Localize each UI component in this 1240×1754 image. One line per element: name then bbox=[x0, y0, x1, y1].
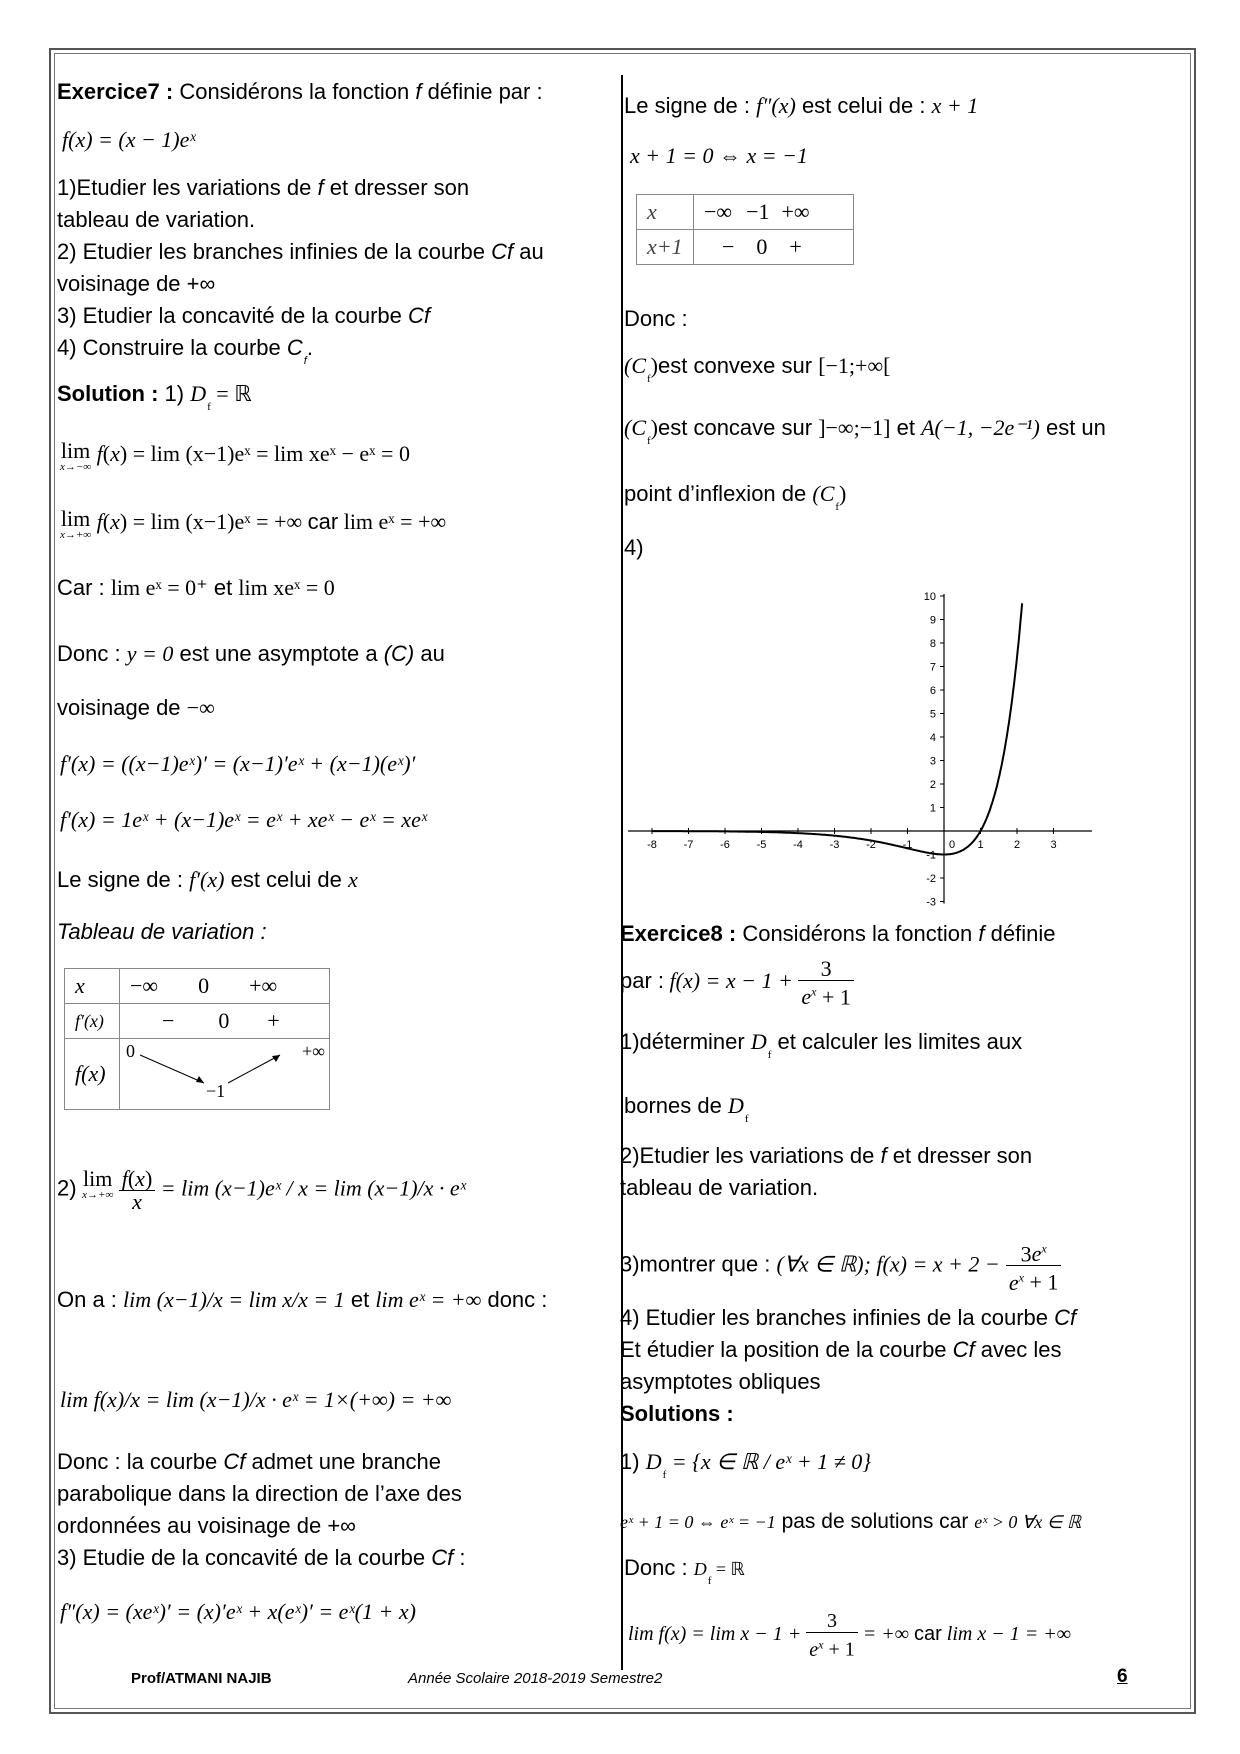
x-tick-label: -4 bbox=[793, 839, 803, 851]
derivative-sign: Le signe de : f′(x) est celui de x bbox=[57, 867, 358, 892]
branch-ratio-result: lim f(x)/x = lim (x−1)/x · eˣ = 1×(+∞) = +∞ bbox=[60, 1387, 452, 1412]
ex8-question-2-line1: 2)Etudier les variations de f et dresser son bbox=[620, 1143, 1033, 1168]
variation-table-row-x: x −∞ 0 +∞ bbox=[65, 969, 330, 1004]
ex8-question-4-line2: Et étudier la position de la courbe Cf avec les bbox=[620, 1337, 1062, 1362]
question-2-line2: voisinage de +∞ bbox=[57, 271, 216, 296]
curve-f bbox=[652, 603, 1022, 854]
y-tick-label: -1 bbox=[926, 849, 936, 862]
decreasing-arrow bbox=[140, 1055, 204, 1083]
sign-table bbox=[636, 194, 854, 265]
second-derivative: f″(x) = (xeˣ)′ = (x)′eˣ + x(eˣ)′ = eˣ(1 + x) bbox=[60, 1599, 416, 1624]
x-tick-label: 0 bbox=[948, 839, 956, 851]
question-4-label: 4) bbox=[624, 535, 644, 560]
question-3: 3) Etudier la concavité de la courbe Cf bbox=[57, 303, 430, 328]
question-1-line2: tableau de variation. bbox=[57, 207, 256, 232]
sign-table-row-x: x −∞ −1 +∞ bbox=[637, 195, 854, 230]
limit-plus-infinity: lim x→+∞ f(x) = lim (x−1)eˣ = +∞ car lim eˣ = +∞ bbox=[60, 506, 447, 541]
inflection-statement: point d’inflexion de (Cf) bbox=[624, 481, 847, 513]
concavity-study-heading: 3) Etudie de la concavité de la courbe Cf : bbox=[57, 1545, 466, 1570]
concavity-statement: (Cf)est concave sur ]−∞;−1] et A(−1, −2e⁻¹) est un bbox=[624, 415, 1106, 447]
x-tick-label: -6 bbox=[720, 839, 730, 851]
limit-minus-infinity: lim x→−∞ f(x) = lim (x−1)eˣ = lim xeˣ − eˣ = 0 bbox=[60, 438, 410, 473]
x-tick-label: -5 bbox=[756, 839, 767, 851]
x-tick-label: -2 bbox=[866, 839, 876, 851]
domain-definition: 1) Df = {x ∈ ℝ / eˣ + 1 ≠ 0} bbox=[620, 1449, 872, 1481]
variation-table-title: Tableau de variation : bbox=[57, 919, 267, 944]
asymptote-line2: voisinage de −∞ bbox=[57, 695, 215, 720]
ex8-question-1-line1: 1)déterminer Df et calculer les limites aux bbox=[620, 1029, 1023, 1061]
y-tick-label: 7 bbox=[929, 661, 936, 674]
second-derivative-sign: Le signe de : f″(x) est celui de : x + 1 bbox=[624, 93, 979, 118]
sign-table-row-expr: x+1 − 0 + bbox=[637, 230, 854, 265]
x-tick-label: -8 bbox=[647, 839, 657, 851]
exercise7-heading: Exercice7 : Considérons la fonction f définie par : bbox=[57, 79, 543, 104]
ex8-question-1-line2: bornes de Df bbox=[624, 1093, 749, 1125]
y-tick-label: -3 bbox=[926, 896, 936, 909]
question-4: 4) Construire la courbe Cf. bbox=[57, 335, 313, 367]
question-1-line1: 1)Etudier les variations de f et dresser son bbox=[57, 175, 470, 200]
on-a-line: On a : lim (x−1)/x = lim x/x = 1 et lim eˣ = +∞ donc : bbox=[57, 1287, 548, 1312]
function-graph bbox=[620, 568, 1100, 909]
y-tick-label: 10 bbox=[923, 591, 936, 603]
ex8-question-2-line2: tableau de variation. bbox=[620, 1175, 819, 1200]
y-tick-label: 2 bbox=[929, 779, 936, 791]
domain-result: Donc : Df = ℝ bbox=[624, 1555, 745, 1587]
increasing-arrow bbox=[228, 1055, 280, 1083]
inflection-root: x + 1 = 0 ⇔ x = −1 bbox=[630, 143, 808, 168]
parabolic-branch-line2: parabolique dans la direction de l’axe des bbox=[57, 1481, 462, 1506]
y-tick-label: 4 bbox=[929, 732, 936, 744]
y-tick-label: 6 bbox=[929, 685, 936, 697]
exercise8-heading: Exercice8 : Considérons la fonction f définie bbox=[620, 921, 1056, 946]
ex8-solutions-heading: Solutions : bbox=[620, 1401, 734, 1426]
variation-table-row-function: f(x) 0 −1 +∞ bbox=[65, 1039, 330, 1110]
x-tick-label: -3 bbox=[829, 839, 840, 851]
function-definition: f(x) = (x − 1)eˣ bbox=[62, 127, 196, 152]
parabolic-branch-line1: Donc : la courbe Cf admet une branche bbox=[57, 1449, 442, 1474]
page-number: 6 bbox=[1117, 1666, 1128, 1687]
domain-justification: eˣ + 1 = 0 ⇔ eˣ = −1 pas de solutions car eˣ > 0 ∀x ∈ ℝ bbox=[620, 1510, 1082, 1533]
solution-heading: Solution : 1) Df = ℝ bbox=[57, 381, 252, 413]
y-tick-label: 9 bbox=[929, 614, 936, 627]
x-tick-label: -7 bbox=[683, 839, 694, 851]
variation-table-row-derivative: f′(x) − 0 + bbox=[65, 1004, 330, 1039]
variation-table bbox=[64, 968, 330, 1110]
convexity-statement: (Cf)est convexe sur [−1;+∞[ bbox=[624, 353, 891, 385]
limit-justification: Car : lim eˣ = 0⁺ et lim xeˣ = 0 bbox=[57, 575, 335, 600]
limit-plus-infinity-ex8: lim f(x) = lim x − 1 + $\frac{3}{e^x + 1}$ = +∞ car lim x − 1 = +∞ bbox=[628, 1610, 1071, 1661]
ex8-question-4-line3: asymptotes obliques bbox=[620, 1369, 821, 1394]
x-tick-label: -1 bbox=[902, 839, 913, 851]
x-tick-label: 1 bbox=[977, 839, 984, 851]
ex8-question-4-line1: 4) Etudier les branches infinies de la courbe Cf bbox=[620, 1305, 1077, 1330]
x-tick-label: 3 bbox=[1050, 839, 1057, 851]
branch-ratio-expression: 2) lim x→+∞ $\frac{f(x)}{x}$ = lim (x−1)eˣ / x = lim (x−1)/x · eˣ bbox=[57, 1166, 466, 1214]
derivative-step2: f′(x) = 1eˣ + (x−1)eˣ = eˣ + xeˣ − eˣ = xeˣ bbox=[60, 807, 428, 832]
y-tick-label: -2 bbox=[926, 873, 936, 885]
exercise8-definition: par : f(x) = x − 1 + $\frac{3}{e^x + 1}$ bbox=[620, 958, 854, 1008]
school-year: Année Scolaire 2018-2019 Semestre2 bbox=[408, 1670, 663, 1687]
ex8-question-3: 3)montrer que : (∀x ∈ ℝ); f(x) = x + 2 − $\frac{3e^x}{e^x + 1}$ bbox=[620, 1238, 1061, 1294]
y-tick-label: 1 bbox=[929, 802, 936, 815]
asymptote-line1: Donc : y = 0 est une asymptote a (C) au bbox=[57, 641, 445, 666]
y-tick-label: 5 bbox=[929, 708, 936, 721]
variation-arrows bbox=[120, 1039, 300, 1109]
derivative-step1: f′(x) = ((x−1)eˣ)′ = (x−1)′eˣ + (x−1)(eˣ)′ bbox=[60, 751, 416, 776]
author-name: Prof/ATMANI NAJIB bbox=[131, 1670, 272, 1687]
question-2-line1: 2) Etudier les branches infinies de la courbe Cf au bbox=[57, 239, 544, 264]
y-tick-label: 3 bbox=[929, 755, 936, 768]
x-tick-label: 2 bbox=[1013, 839, 1021, 851]
parabolic-branch-line3: ordonnées au voisinage de +∞ bbox=[57, 1513, 356, 1538]
donc-label: Donc : bbox=[624, 306, 688, 331]
y-tick-label: 8 bbox=[929, 638, 936, 650]
